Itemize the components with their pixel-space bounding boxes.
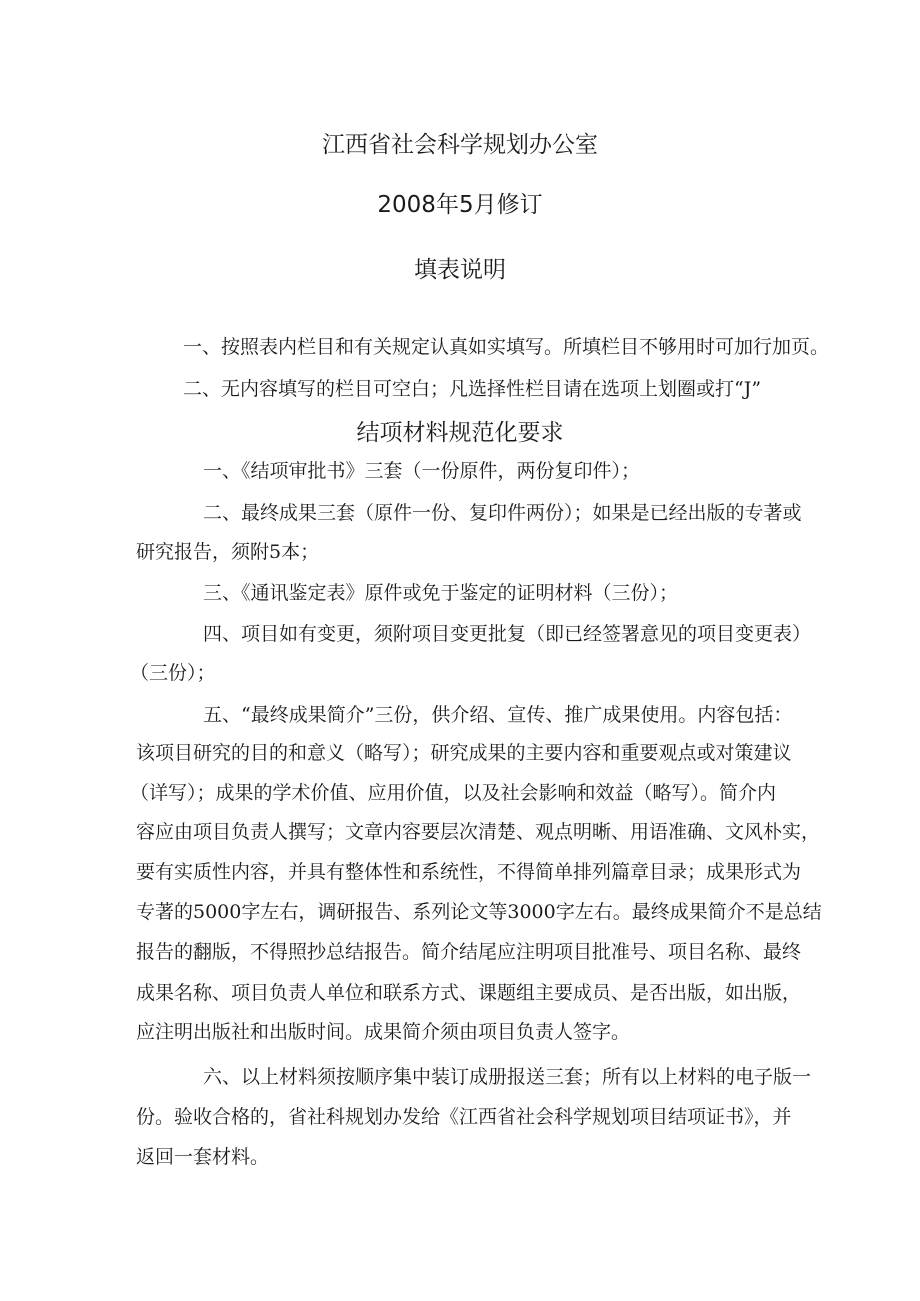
requirement-line: 报告的翻版，不得照抄总结报告。简介结尾应注明项目批准号、项目名称、最终 <box>136 941 802 963</box>
requirement-line: 专著的5000字左右，调研报告、系列论文等3000字左右。最终成果简介不是总结 <box>136 901 822 923</box>
requirement-line: 应注明出版社和出版时间。成果简介须由项目负责人签字。 <box>136 1021 631 1043</box>
requirement-line: 份。验收合格的，省社科规划办发给《江西省社会科学规划项目结项证书》，并 <box>136 1106 792 1128</box>
instruction-item: 一、按照表内栏目和有关规定认真如实填写。所填栏目不够用时可加行加页。 <box>183 336 830 358</box>
requirement-line: 一、《结项审批书》三套（一份原件，两份复印件）； <box>203 460 641 482</box>
instruction-item: 二、无内容填写的栏目可空白；凡选择性栏目请在选项上划圈或打“J” <box>183 378 762 400</box>
requirement-line: 二、最终成果三套（原件一份、复印件两份）；如果是已经出版的专著或 <box>203 502 802 524</box>
requirement-line: 六、以上材料须按顺序集中装订成册报送三套；所有以上材料的电子版一 <box>203 1066 812 1088</box>
requirement-line: 成果名称、项目负责人单位和联系方式、课题组主要成员、是否出版，如出版， <box>136 982 802 1004</box>
instructions-heading: 填表说明 <box>414 257 506 283</box>
requirement-line: 三、《通讯鉴定表》原件或免于鉴定的证明材料（三份）； <box>203 582 679 604</box>
requirement-line: 要有实质性内容，并具有整体性和系统性，不得简单排列篇章目录；成果形式为 <box>136 861 802 883</box>
requirement-line: 容应由项目负责人撰写；文章内容要层次清楚、观点明晰、用语准确、文风朴实， <box>136 821 821 843</box>
requirement-line: （三份）； <box>130 662 216 684</box>
revision-date: 2008年5月修订 <box>377 192 543 218</box>
requirement-line: 四、项目如有变更，须附项目变更批复（即已经签署意见的项目变更表） <box>203 623 812 645</box>
requirement-line: 该项目研究的目的和意义（略写）；研究成果的主要内容和重要观点或对策建议 <box>136 742 792 764</box>
requirements-heading: 结项材料规范化要求 <box>356 420 564 446</box>
requirement-line: （详写）；成果的学术价值、应用价值，以及社会影响和效益（略写）。简介内 <box>130 782 777 804</box>
requirement-line: 研究报告，须附5本； <box>136 541 320 563</box>
office-title: 江西省社会科学规划办公室 <box>322 132 598 158</box>
requirement-line: 五、“最终成果简介”三份，供介绍、宣传、推广成果使用。内容包括： <box>203 704 793 726</box>
requirement-line: 返回一套材料。 <box>136 1146 270 1168</box>
